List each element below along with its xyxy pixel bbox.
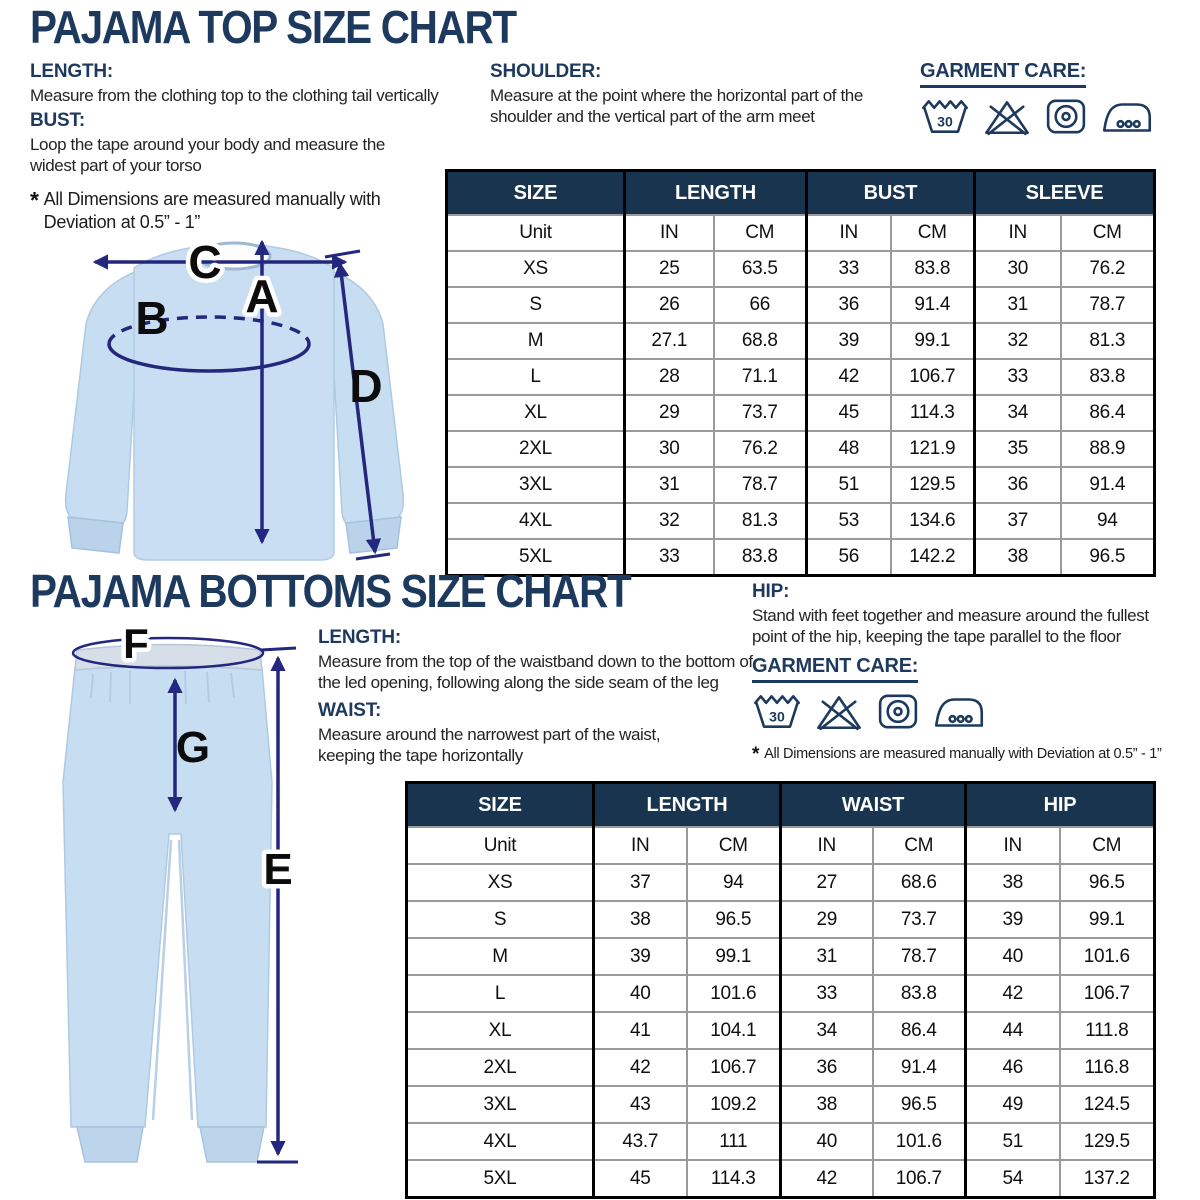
table-row <box>407 1160 1155 1198</box>
bottoms-length-heading: LENGTH: <box>318 627 402 648</box>
bottoms-length-text: Measure from the top of the waistband down to the bottom of the led opening, following along the side seam of the leg <box>318 651 753 692</box>
table-cell: 78.7 <box>1061 287 1155 323</box>
table-cell: 71.1 <box>714 359 807 395</box>
table-cell: 49 <box>966 1086 1060 1123</box>
bust-text: Loop the tape around your body and measure the widest part of your torso <box>30 134 385 175</box>
table-cell: 78.7 <box>714 467 807 503</box>
table-cell: 34 <box>975 395 1061 431</box>
table-cell: 83.8 <box>1061 359 1155 395</box>
table-cell: M <box>407 938 594 975</box>
table-row <box>447 323 1155 359</box>
table-cell: CM <box>891 215 975 251</box>
table-cell: M <box>447 323 625 359</box>
left-ankle-cuff <box>77 1127 143 1162</box>
label-c: C <box>188 236 222 288</box>
table-row <box>407 901 1155 938</box>
table-cell: 30 <box>625 431 714 467</box>
table-cell: 88.9 <box>1061 431 1155 467</box>
pajama-top-title: PAJAMA TOP SIZE CHART <box>30 1 516 53</box>
table-cell: 53 <box>807 503 891 539</box>
table-cell: 76.2 <box>1061 251 1155 287</box>
table-cell: 54 <box>966 1160 1060 1198</box>
table-cell: 99.1 <box>1060 901 1155 938</box>
left-sleeve <box>66 272 136 527</box>
col-waist: WAIST <box>781 783 966 828</box>
top-instructions <box>30 60 475 235</box>
asterisk: * <box>752 743 760 765</box>
table-cell: 33 <box>975 359 1061 395</box>
garment-care-heading: GARMENT CARE: <box>920 60 1086 88</box>
waist-heading: WAIST: <box>318 699 382 721</box>
table-cell: 31 <box>975 287 1061 323</box>
table-cell: 78.7 <box>873 938 966 975</box>
garment-care-bottom <box>752 655 1197 731</box>
table-cell: 83.8 <box>891 251 975 287</box>
table-cell: 37 <box>975 503 1061 539</box>
table-cell: 106.7 <box>891 359 975 395</box>
table-cell: CM <box>687 827 781 864</box>
table-cell: 134.6 <box>891 503 975 539</box>
label-f: F <box>123 622 149 667</box>
measure-tick-d-top <box>325 251 360 257</box>
table-cell: 116.8 <box>1060 1049 1155 1086</box>
waistband <box>75 645 262 671</box>
table-cell: 38 <box>975 539 1061 576</box>
table-cell: 4XL <box>447 503 625 539</box>
wash-30-icon <box>920 97 970 136</box>
table-cell: IN <box>781 827 873 864</box>
table-cell: 99.1 <box>891 323 975 359</box>
table-cell: 111.8 <box>1060 1012 1155 1049</box>
label-g: G <box>175 723 211 772</box>
label-e: E <box>263 845 293 894</box>
table-cell: 33 <box>781 975 873 1012</box>
table-cell: 38 <box>781 1086 873 1123</box>
measure-tick-d-bottom <box>356 554 390 559</box>
care-icons-row <box>752 692 1197 731</box>
table-cell: 45 <box>594 1160 687 1198</box>
table-cell: 36 <box>807 287 891 323</box>
deviation-note <box>752 745 1197 766</box>
table-row <box>407 1049 1155 1086</box>
table-cell: XL <box>407 1012 594 1049</box>
table-cell: 42 <box>966 975 1060 1012</box>
table-cell: 121.9 <box>891 431 975 467</box>
table-cell: 94 <box>1061 503 1155 539</box>
top-table-wrap <box>445 169 1156 577</box>
length-heading: LENGTH: <box>30 61 114 82</box>
table-cell: 81.3 <box>1061 323 1155 359</box>
waist-text: Measure around the narrowest part of the waist, keeping the tape horizontally <box>318 724 661 765</box>
table-cell: 66 <box>714 287 807 323</box>
table-cell: CM <box>714 215 807 251</box>
table-cell: 2XL <box>447 431 625 467</box>
table-cell: 39 <box>966 901 1060 938</box>
table-cell: 106.7 <box>1060 975 1155 1012</box>
table-cell: 99.1 <box>687 938 781 975</box>
table-cell: 45 <box>807 395 891 431</box>
table-cell: 114.3 <box>687 1160 781 1198</box>
table-cell: 129.5 <box>891 467 975 503</box>
table-row <box>407 938 1155 975</box>
table-cell: XS <box>447 251 625 287</box>
iron-icon <box>1101 99 1153 136</box>
table-cell: 114.3 <box>891 395 975 431</box>
table-cell: XL <box>447 395 625 431</box>
table-cell: 26 <box>625 287 714 323</box>
table-header-row <box>407 783 1155 828</box>
col-length: LENGTH <box>625 171 807 216</box>
table-cell: 29 <box>625 395 714 431</box>
table-cell: 32 <box>625 503 714 539</box>
table-cell: 51 <box>966 1123 1060 1160</box>
table-cell: 29 <box>781 901 873 938</box>
table-cell: S <box>407 901 594 938</box>
table-row <box>407 1086 1155 1123</box>
table-cell: 33 <box>625 539 714 576</box>
table-cell: 101.6 <box>687 975 781 1012</box>
left-cuff <box>68 517 123 553</box>
length-text: Measure from the clothing top to the clothing tail vertically <box>30 85 439 105</box>
table-cell: 4XL <box>407 1123 594 1160</box>
do-not-bleach-icon <box>983 97 1031 136</box>
table-cell: 40 <box>966 938 1060 975</box>
table-row <box>447 395 1155 431</box>
table-cell: 43 <box>594 1086 687 1123</box>
pajama-bottoms-size-table <box>405 781 1156 1199</box>
table-row <box>447 359 1155 395</box>
table-cell: 38 <box>594 901 687 938</box>
table-cell: 31 <box>781 938 873 975</box>
shoulder-text: Measure at the point where the horizontal part of the shoulder and the vertical part of the arm meet <box>490 85 863 126</box>
bottoms-instructions <box>318 626 763 769</box>
table-cell: 40 <box>594 975 687 1012</box>
table-row <box>447 251 1155 287</box>
label-a: A <box>245 270 279 322</box>
table-cell: 5XL <box>447 539 625 576</box>
table-cell: IN <box>975 215 1061 251</box>
pajama-bottoms-diagram <box>35 622 335 1182</box>
table-row <box>407 864 1155 901</box>
table-cell: 28 <box>625 359 714 395</box>
table-row <box>407 827 1155 864</box>
table-cell: 39 <box>594 938 687 975</box>
shoulder-instructions <box>490 60 885 130</box>
hip-heading: HIP: <box>752 581 790 602</box>
table-cell: 27.1 <box>625 323 714 359</box>
table-row <box>447 431 1155 467</box>
bust-heading: BUST: <box>30 109 85 131</box>
table-row <box>407 1012 1155 1049</box>
table-cell: IN <box>625 215 714 251</box>
table-cell: 40 <box>781 1123 873 1160</box>
table-cell: IN <box>594 827 687 864</box>
col-sleeve: SLEEVE <box>975 171 1155 216</box>
table-cell: 81.3 <box>714 503 807 539</box>
table-cell: 3XL <box>407 1086 594 1123</box>
table-cell: 91.4 <box>873 1049 966 1086</box>
iron-icon <box>933 694 985 731</box>
table-cell: 43.7 <box>594 1123 687 1160</box>
shoulder-heading: SHOULDER: <box>490 61 602 82</box>
table-cell: 46 <box>966 1049 1060 1086</box>
table-cell: CM <box>1061 215 1155 251</box>
table-row <box>407 975 1155 1012</box>
table-cell: 83.8 <box>714 539 807 576</box>
pajama-bottoms-title: PAJAMA BOTTOMS SIZE CHART <box>30 565 631 617</box>
hip-and-care <box>752 580 1197 766</box>
table-cell: 31 <box>625 467 714 503</box>
table-cell: 42 <box>807 359 891 395</box>
table-cell: 32 <box>975 323 1061 359</box>
wash-30-icon <box>752 692 802 731</box>
table-cell: 104.1 <box>687 1012 781 1049</box>
table-row <box>447 503 1155 539</box>
pajama-top-size-table <box>445 169 1156 577</box>
table-cell: 38 <box>966 864 1060 901</box>
table-cell: IN <box>807 215 891 251</box>
do-not-bleach-icon <box>815 692 863 731</box>
table-cell: 137.2 <box>1060 1160 1155 1198</box>
table-cell: 25 <box>625 251 714 287</box>
col-length: LENGTH <box>594 783 781 828</box>
table-cell: 44 <box>966 1012 1060 1049</box>
table-cell: 41 <box>594 1012 687 1049</box>
table-cell: 96.5 <box>1060 864 1155 901</box>
table-cell: 106.7 <box>873 1160 966 1198</box>
table-cell: 56 <box>807 539 891 576</box>
table-cell: CM <box>873 827 966 864</box>
table-row <box>447 467 1155 503</box>
label-b: B <box>135 292 169 344</box>
col-bust: BUST <box>807 171 975 216</box>
table-cell: 101.6 <box>1060 938 1155 975</box>
table-cell: 129.5 <box>1060 1123 1155 1160</box>
table-cell: 106.7 <box>687 1049 781 1086</box>
table-cell: 109.2 <box>687 1086 781 1123</box>
table-cell: 30 <box>975 251 1061 287</box>
table-cell: 94 <box>687 864 781 901</box>
deviation-note-text: All Dimensions are measured manually with Deviation at 0.5” - 1” <box>43 188 381 233</box>
col-size: SIZE <box>447 171 625 216</box>
table-cell: 37 <box>594 864 687 901</box>
table-cell: 34 <box>781 1012 873 1049</box>
garment-care-heading: GARMENT CARE: <box>752 655 918 683</box>
table-cell: 39 <box>807 323 891 359</box>
pajama-top-diagram <box>22 222 447 567</box>
table-cell: 86.4 <box>873 1012 966 1049</box>
hip-text: Stand with feet together and measure around the fullest point of the hip, keeping the tape parallel to the floor <box>752 605 1149 646</box>
table-cell: 142.2 <box>891 539 975 576</box>
measure-tick-e-top <box>261 648 296 650</box>
table-cell: 73.7 <box>714 395 807 431</box>
table-header-row <box>447 171 1155 216</box>
table-cell: 42 <box>594 1049 687 1086</box>
table-cell: 76.2 <box>714 431 807 467</box>
table-cell: 42 <box>781 1160 873 1198</box>
table-cell: 36 <box>781 1049 873 1086</box>
table-cell: 5XL <box>407 1160 594 1198</box>
tumble-dry-icon <box>876 692 920 731</box>
table-cell: 68.8 <box>714 323 807 359</box>
table-cell: Unit <box>407 827 594 864</box>
table-cell: CM <box>1060 827 1155 864</box>
label-d: D <box>349 360 383 412</box>
table-cell: S <box>447 287 625 323</box>
table-cell: 86.4 <box>1061 395 1155 431</box>
table-cell: 124.5 <box>1060 1086 1155 1123</box>
table-cell: 27 <box>781 864 873 901</box>
col-size: SIZE <box>407 783 594 828</box>
table-cell: 36 <box>975 467 1061 503</box>
deviation-note-text: All Dimensions are measured manually with Deviation at 0.5” - 1” <box>764 745 1162 762</box>
table-cell: 91.4 <box>1061 467 1155 503</box>
table-cell: 111 <box>687 1123 781 1160</box>
bottom-table-wrap <box>405 781 1156 1199</box>
table-cell: 33 <box>807 251 891 287</box>
table-cell: 68.6 <box>873 864 966 901</box>
table-cell: 101.6 <box>873 1123 966 1160</box>
table-cell: 96.5 <box>687 901 781 938</box>
table-row <box>447 287 1155 323</box>
table-cell: 51 <box>807 467 891 503</box>
table-cell: 83.8 <box>873 975 966 1012</box>
tumble-dry-icon <box>1044 97 1088 136</box>
table-cell: 3XL <box>447 467 625 503</box>
table-cell: 2XL <box>407 1049 594 1086</box>
table-cell: 63.5 <box>714 251 807 287</box>
care-icons-row <box>920 97 1153 136</box>
garment-care-top <box>920 60 1153 136</box>
table-cell: 96.5 <box>873 1086 966 1123</box>
table-cell: 96.5 <box>1061 539 1155 576</box>
table-cell: L <box>407 975 594 1012</box>
table-cell: Unit <box>447 215 625 251</box>
table-cell: 73.7 <box>873 901 966 938</box>
asterisk: * <box>30 186 39 213</box>
table-row <box>407 1123 1155 1160</box>
table-row <box>447 215 1155 251</box>
table-cell: IN <box>966 827 1060 864</box>
col-hip: HIP <box>966 783 1155 828</box>
table-cell: 35 <box>975 431 1061 467</box>
table-cell: 48 <box>807 431 891 467</box>
table-cell: 91.4 <box>891 287 975 323</box>
table-cell: XS <box>407 864 594 901</box>
right-ankle-cuff <box>200 1127 264 1162</box>
table-cell: L <box>447 359 625 395</box>
